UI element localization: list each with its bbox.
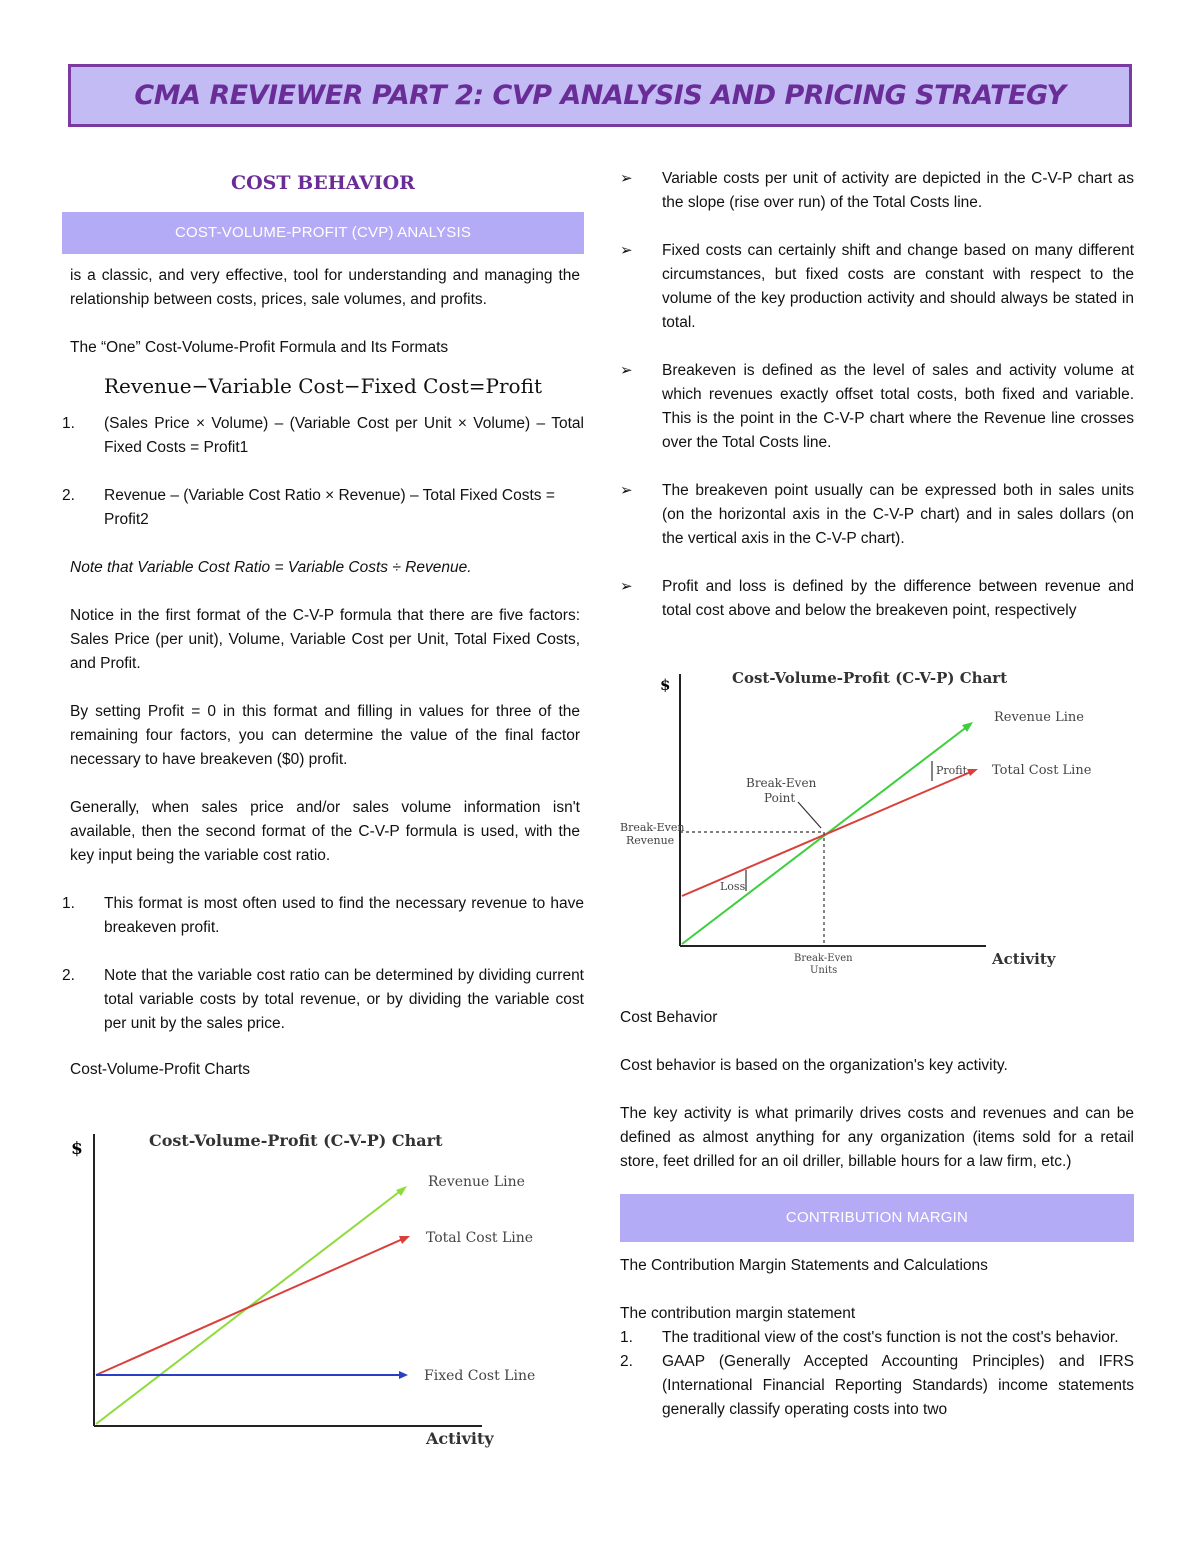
chart1-fixed-cost-arrowhead [399,1371,408,1379]
chart2-loss-label: Loss [720,880,746,893]
bullet-item [620,479,1134,551]
list-text: (Sales Price × Volume) – (Variable Cost per Unit × Volume) – Total Fixed Costs = Profit1 [104,415,584,456]
bullet-text: Fixed costs can certainly shift and change based on many different circumstances, but fixed costs are constant with respect to the volume of the key production activity and should always be stated in total. [662,242,1134,331]
cvp-formula: Revenue−Variable Cost−Fixed Cost=Profit [104,374,542,398]
chart1-fixed-cost-label: Fixed Cost Line [424,1368,536,1384]
charts-heading: Cost-Volume-Profit Charts [70,1061,251,1078]
chart2-title: Cost-Volume-Profit (C-V-P) Chart [732,669,1008,687]
list-number: 1. [62,895,75,912]
formula-heading: The “One” Cost-Volume-Profit Formula and Its Formats [70,339,449,356]
chart2-bep-label: Break-Even [746,776,817,790]
page-title: CMA REVIEWER PART 2: CVP ANALYSIS AND PRICING STRATEGY [134,80,1066,111]
title-banner [68,64,1132,127]
formats-list [62,412,584,532]
chart2-bep-label-2: Point [764,791,796,805]
chart2-bep-pointer [798,802,821,828]
chart1-total-cost-arrowhead [399,1236,410,1244]
chart2-revenue-label: Revenue Line [994,710,1084,725]
list-item [620,1326,1134,1350]
cost-behavior-paragraph-1: Cost behavior is based on the organization's key activity. [620,1057,1008,1074]
list-item [62,484,584,532]
chart1-y-axis-label: $ [71,1139,83,1159]
list-number: 1. [62,415,75,432]
chart1-revenue-arrowhead [396,1186,407,1196]
list-item [620,1350,1134,1422]
chart2-be-units-label: Break-Even [794,953,853,964]
cvp-chart-breakeven [618,664,1098,984]
list-item [62,892,584,940]
list-text: Revenue – (Variable Cost Ratio × Revenue) – Total Fixed Costs = Profit2 [104,487,555,528]
cost-behavior-paragraph-2: The key activity is what primarily drives costs and revenues and can be defined as almost anything for any organization (items sold for a retail store, feet drilled for an oil driller, billable hours for a law firm, etc.) [620,1105,1134,1170]
cvp-chart-basic [62,1128,542,1468]
right-column [620,167,1134,647]
arrow-bullet-icon: ➢ [620,242,633,259]
bullet-item [620,239,1134,335]
cm-list [620,1326,1134,1422]
bullet-item [620,575,1134,623]
cvp-intro: is a classic, and very effective, tool for understanding and managing the relationship between costs, prices, sale volumes, and profits. [70,267,580,308]
bullet-text: Breakeven is defined as the level of sales and activity volume at which revenues exactly offset total costs, both fixed and variable. This is the point in the C-V-P chart where the Revenue line crosses over the Total Costs line. [662,362,1134,451]
list-text: This format is most often used to find the necessary revenue to have breakeven profit. [104,895,584,936]
list-text: GAAP (Generally Accepted Accounting Principles) and IFRS (International Financial Reporting Standards) income statements generally classify operating costs into two [662,1353,1134,1418]
chart2-y-axis-label: $ [660,676,671,694]
arrow-bullet-icon: ➢ [620,578,633,595]
cm-heading: The Contribution Margin Statements and Calculations [620,1257,988,1274]
list-number: 1. [620,1329,633,1346]
chart1-title: Cost-Volume-Profit (C-V-P) Chart [149,1131,443,1150]
chart2-x-axis-label: Activity [992,950,1056,968]
band-cvp-analysis: COST-VOLUME-PROFIT (CVP) ANALYSIS [62,212,584,254]
paragraph-breakeven: By setting Profit = 0 in this format and filling in values for three of the remaining four factors, you can determine the value of the final factor necessary to have breakeven ($0) profit. [70,703,580,768]
bullet-text: Profit and loss is defined by the difference between revenue and total cost above and below the breakeven point, respectively [662,578,1134,619]
arrow-bullet-icon: ➢ [620,362,633,379]
arrow-bullet-icon: ➢ [620,482,633,499]
chart2-total-cost-label: Total Cost Line [992,763,1092,778]
chart2-total-cost-arrowhead [967,769,978,776]
list-number: 2. [62,967,75,984]
bullet-item [620,167,1134,215]
variable-cost-ratio-note: Note that Variable Cost Ratio = Variable Costs ÷ Revenue. [70,559,472,576]
list-number: 2. [62,487,75,504]
uses-list [62,892,584,1036]
list-item [62,964,584,1036]
paragraph-second-format: Generally, when sales price and/or sales volume information isn't available, then the second format of the C-V-P formula is used, with the key input being the variable cost ratio. [70,799,580,864]
section-heading-cost-behavior: COST BEHAVIOR [231,172,415,194]
chart1-total-cost-label: Total Cost Line [426,1230,534,1246]
list-text: The traditional view of the cost's function is not the cost's behavior. [662,1329,1119,1346]
left-column [62,160,584,1082]
chart1-x-axis-label: Activity [426,1429,494,1448]
chart2-total-cost-line [682,771,973,896]
list-item [62,412,584,460]
list-number: 2. [620,1353,633,1370]
bullet-text: Variable costs per unit of activity are depicted in the C-V-P chart as the slope (rise over run) of the Total Costs line. [662,170,1134,211]
chart1-total-cost-line [96,1238,405,1375]
right-column-lower [620,1006,1134,1422]
cm-statement: The contribution margin statement [620,1305,856,1322]
chart1-revenue-label: Revenue Line [428,1174,525,1190]
chart2-be-units-label-2: Units [810,965,838,976]
list-text: Note that the variable cost ratio can be determined by dividing current total variable costs by total revenue, or by dividing the variable cost per unit by the sales price. [104,967,584,1032]
bullet-item [620,359,1134,455]
band-contribution-margin: CONTRIBUTION MARGIN [620,1194,1134,1242]
cost-behavior-heading: Cost Behavior [620,1009,718,1026]
chart2-be-revenue-label: Break-Even [620,821,685,834]
paragraph-five-factors: Notice in the first format of the C-V-P formula that there are five factors: Sales Price (per unit), Volume, Variable Cost per Unit, Total Fixed Costs, and Profit. [70,607,580,672]
chart2-profit-label: Profit [936,764,968,777]
cvp-bullets [620,167,1134,623]
arrow-bullet-icon: ➢ [620,170,633,187]
chart2-be-revenue-label-2: Revenue [626,834,675,847]
bullet-text: The breakeven point usually can be expressed both in sales units (on the horizontal axis in the C-V-P chart) and in sales dollars (on the vertical axis in the C-V-P chart). [662,482,1134,547]
